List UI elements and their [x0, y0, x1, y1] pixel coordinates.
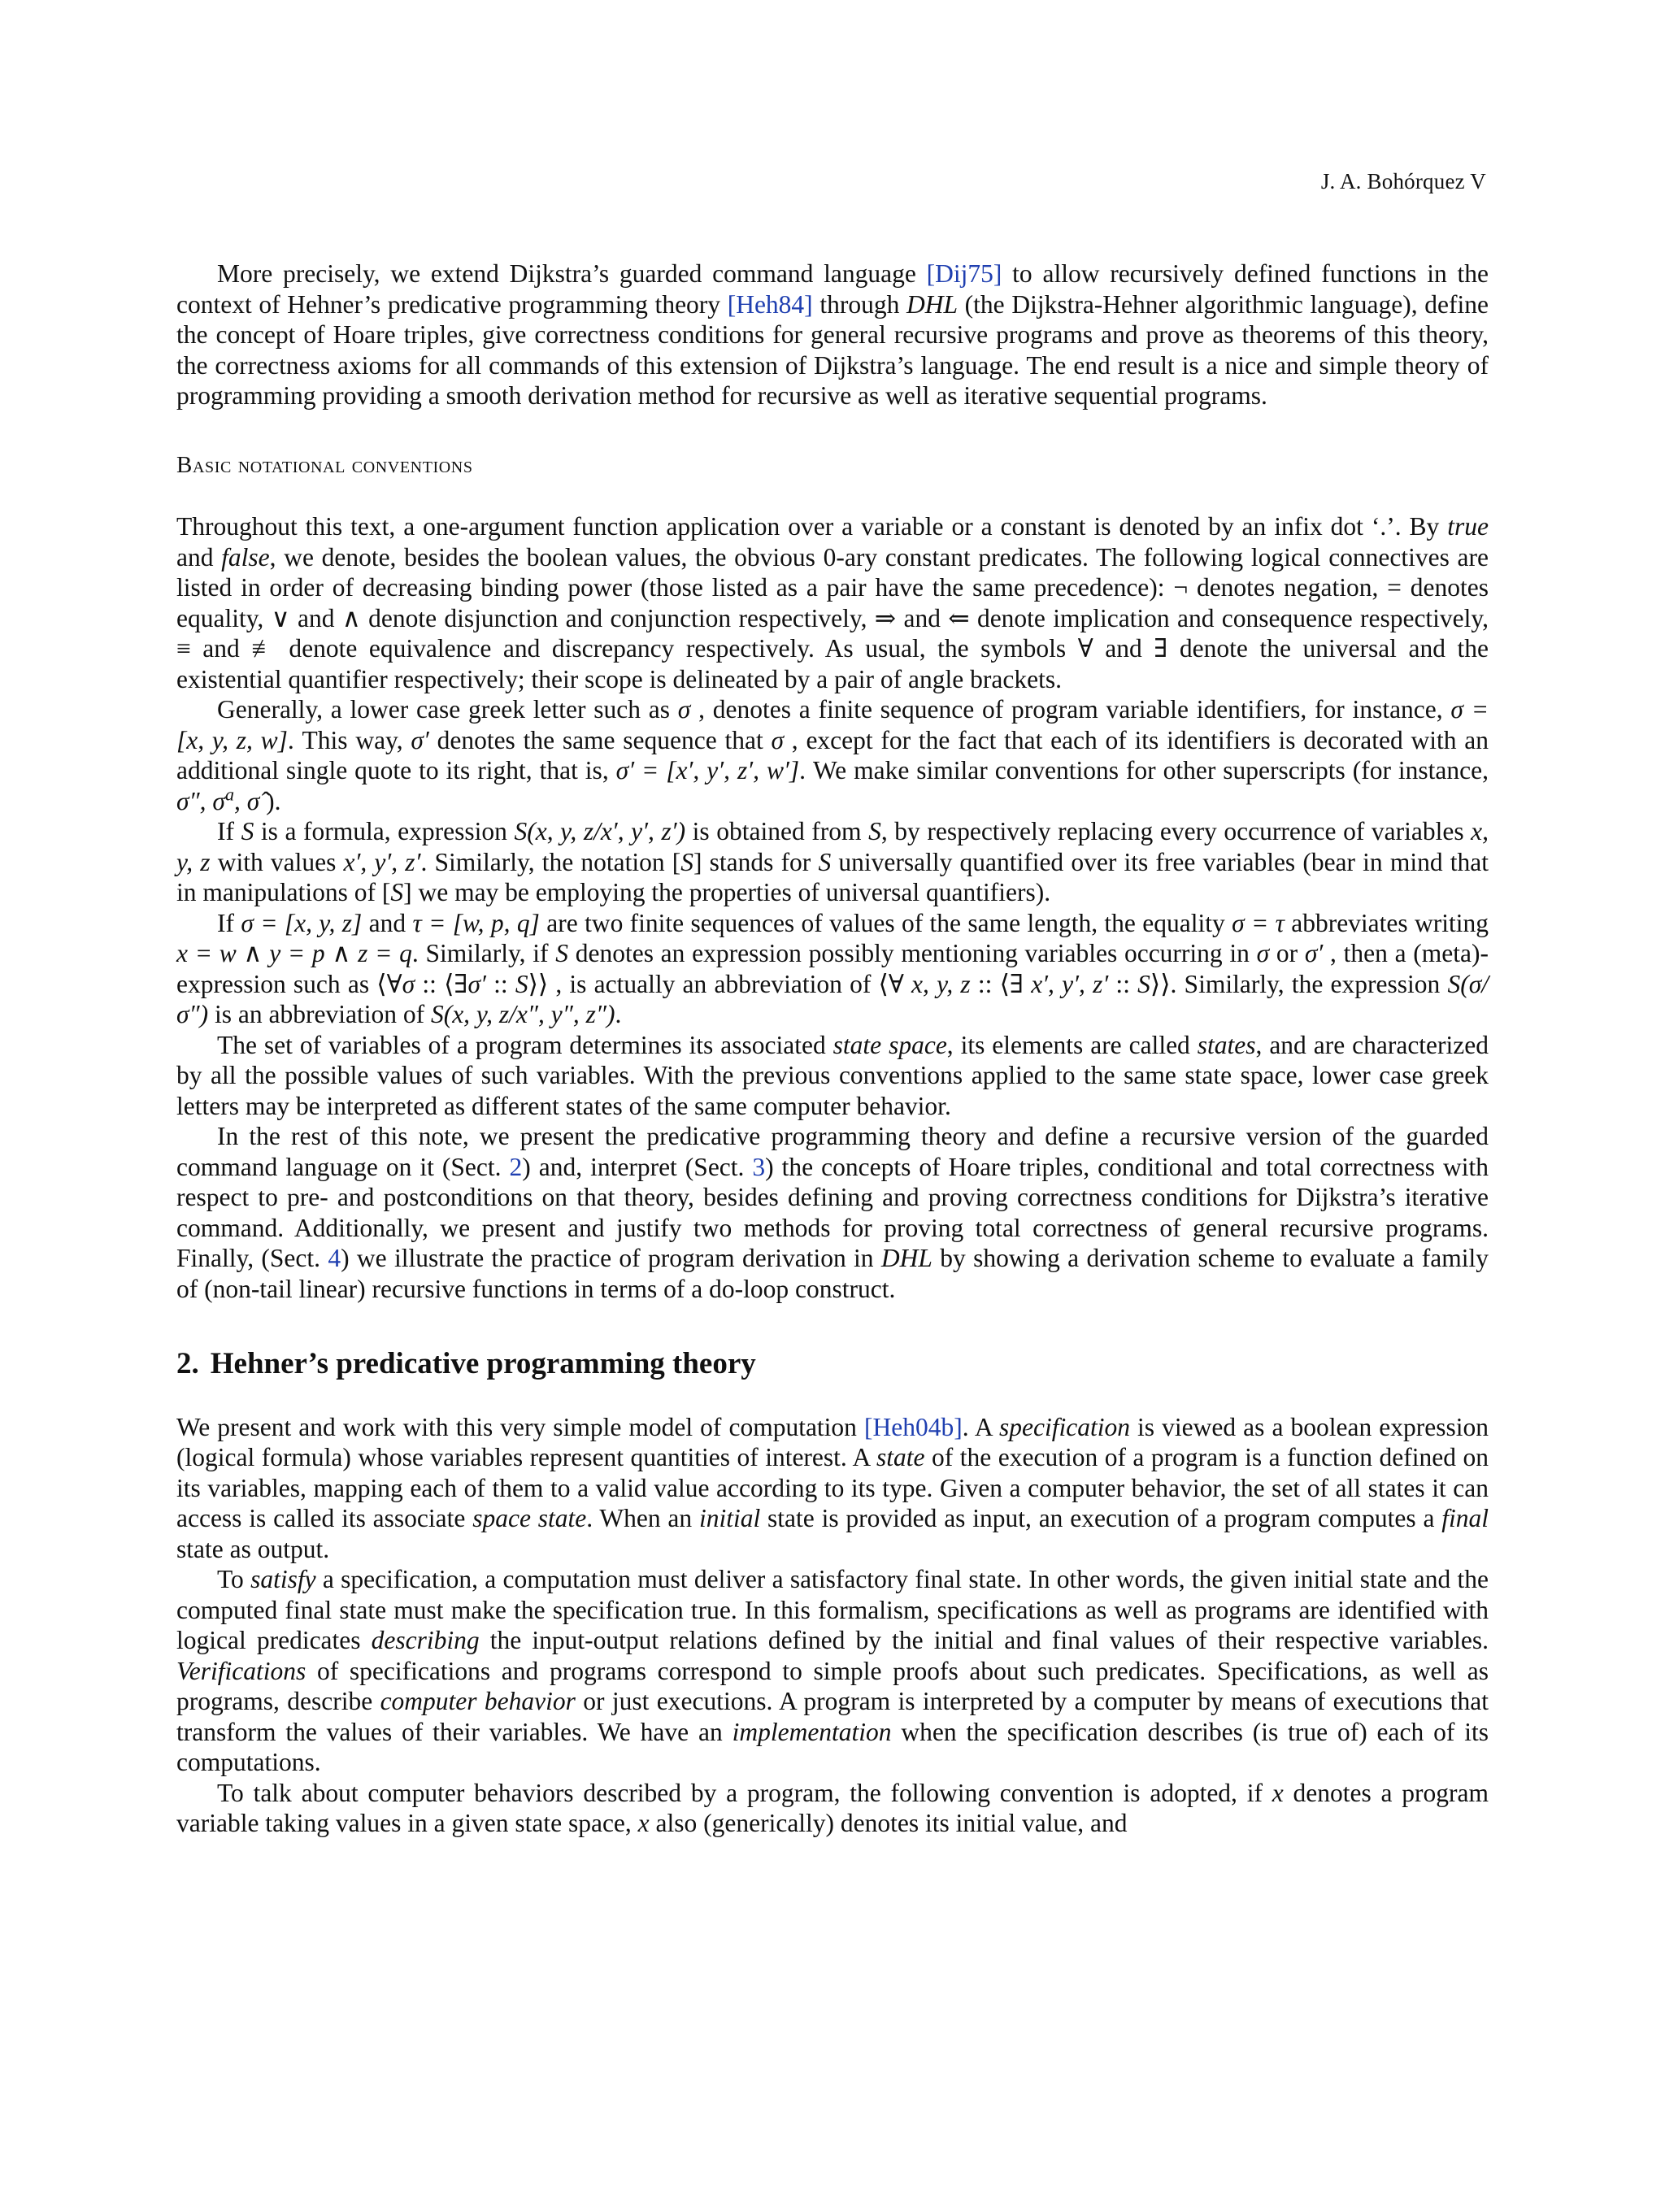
text-run: If — [217, 908, 241, 937]
text-run: and — [176, 542, 222, 571]
text-run: :: — [485, 969, 515, 998]
math-or-emphasis-text: σ — [1256, 939, 1270, 967]
math-or-emphasis-text: S — [868, 817, 881, 845]
math-or-emphasis-text: state — [876, 1443, 925, 1471]
math-or-emphasis-text: S(x, y, z/x″, y″, z″) — [430, 1000, 615, 1028]
body-paragraph — [176, 1778, 1489, 1839]
text-run: , except for the fact that each of its identifiers is decorated with an additional single quote to its right, that is, — [176, 725, 1489, 784]
text-run: with values — [210, 847, 344, 876]
text-run: state as output. — [176, 1534, 330, 1563]
text-run: We present and work with this very simple model of computation — [176, 1412, 865, 1441]
math-or-emphasis-text: σ′ — [467, 969, 486, 998]
body-paragraph — [176, 1564, 1489, 1778]
text-run: ] we may be employing the properties of universal quantifiers). — [403, 878, 1051, 906]
body-paragraph — [176, 1121, 1489, 1304]
text-run: . Similarly, the notation [ — [420, 847, 681, 876]
math-or-emphasis-text: x = w ∧ y = p ∧ z = q — [176, 939, 412, 967]
math-or-emphasis-text: computer behavior — [380, 1687, 576, 1715]
text-run: of the execution of a program is a function defined on its variables, mapping each of them to a valid value according to its type. Given a computer behavior, the set of all states it can access is called its associate — [176, 1443, 1489, 1532]
intro-paragraph — [176, 259, 1489, 411]
text-run: by showing a derivation scheme to evaluate a family of (non-tail linear) recursive functions in terms of a do-loop construct. — [176, 1244, 1489, 1303]
text-run: More precisely, we extend Dijkstra’s guarded command language — [217, 259, 927, 288]
math-or-emphasis-text: states — [1197, 1030, 1256, 1059]
body-paragraph — [176, 816, 1489, 908]
text-run: ⟩⟩ , is actually an abbreviation of ⟨∀ — [528, 969, 912, 998]
citation-link[interactable]: 4 — [328, 1244, 341, 1272]
text-run: of specifications and programs correspond to simple proofs about such predicates. Specifications, as well as programs, describe — [176, 1656, 1489, 1715]
text-run: ) we illustrate the practice of program derivation in — [341, 1244, 881, 1272]
text-run: If — [217, 817, 241, 845]
body-paragraph — [176, 511, 1489, 694]
text-run: denotes the same sequence that — [428, 725, 772, 754]
math-or-emphasis-text: x, y, z — [911, 969, 971, 998]
page-content — [176, 259, 1489, 1839]
math-or-emphasis-text: S — [1137, 969, 1150, 998]
text-run: . A — [962, 1412, 1000, 1441]
text-run: . This way, — [287, 725, 411, 754]
citation-link[interactable]: 3 — [752, 1152, 766, 1181]
citation-link[interactable]: 2 — [509, 1152, 523, 1181]
math-or-emphasis-text: σ — [402, 969, 415, 998]
text-run: , denotes a finite sequence of program variable identifiers, for instance, — [690, 695, 1451, 724]
conventions-body — [176, 511, 1489, 1304]
math-or-emphasis-text: σ = τ — [1232, 908, 1285, 937]
text-run: is obtained from — [685, 817, 869, 845]
math-or-emphasis-text: σ = [x, y, z] — [241, 908, 363, 937]
math-or-emphasis-text: initial — [698, 1504, 761, 1532]
text-run: In the rest of this note, we present the predicative programming theory and define a recursive version of the guarded command language on it (Sect. — [176, 1122, 1489, 1181]
text-run: are two finite sequences of values of the same length, the equality — [539, 908, 1232, 937]
math-or-emphasis-text: false — [221, 542, 270, 571]
math-or-emphasis-text: final — [1441, 1504, 1489, 1532]
math-or-emphasis-text: DHL — [906, 289, 959, 319]
text-run: , its elements are called — [946, 1030, 1198, 1059]
text-run: :: ⟨∃ — [970, 969, 1032, 998]
text-run: universally quantified over its free variables (bear in mind that in manipulations of [ — [176, 847, 1489, 906]
text-run: ) the concepts of Hoare triples, conditional and total correctness with respect to pre- and postconditions on that theory, besides defining and proving correctness conditions for Dijkstra’s iterative command. Additionally, we present and justify two methods for proving total correctness of general recursive programs. Finally, (Sect. — [176, 1152, 1489, 1272]
math-or-emphasis-text: S(x, y, z/x′, y′, z′) — [514, 817, 686, 845]
text-run: denotes an expression possibly mentioning variables occurring in — [568, 939, 1257, 967]
math-or-emphasis-text: state space — [832, 1030, 947, 1059]
text-run: . Similarly, if — [411, 939, 556, 967]
math-or-emphasis-text: DHL — [880, 1244, 932, 1272]
math-or-emphasis-text: S — [555, 939, 568, 967]
math-or-emphasis-text: σ — [677, 695, 691, 724]
body-paragraph — [176, 908, 1489, 1030]
text-run: the input-output relations defined by the initial and final values of their respective variables. — [479, 1626, 1489, 1654]
math-or-emphasis-text: implementation — [732, 1717, 892, 1746]
text-run: ] stands for — [693, 847, 819, 876]
math-or-emphasis-text: x′, y′, z′ — [343, 847, 421, 876]
math-or-emphasis-text: space state — [472, 1504, 587, 1532]
text-run: Throughout this text, a one-argument function application over a variable or a constant is denoted by an infix dot ‘.’. By — [176, 512, 1448, 541]
text-run: and — [362, 908, 413, 937]
running-head: J. A. Bohórquez V — [1320, 169, 1486, 193]
citation-link[interactable]: [Heh04b] — [864, 1412, 963, 1441]
text-run: through — [812, 289, 906, 319]
text-run: denotes a program variable taking values in a given state space, — [176, 1778, 1489, 1837]
text-run: or — [1269, 939, 1305, 967]
math-or-emphasis-text: , σ̂ — [233, 786, 260, 815]
text-run: or just executions. A program is interpreted by a computer by means of executions that transform the values of their variables. We have an — [176, 1687, 1489, 1746]
text-run: ⟩⟩. Similarly, the expression — [1150, 969, 1448, 998]
math-or-emphasis-text: σ′ — [411, 725, 429, 754]
math-or-emphasis-text: satisfy — [250, 1565, 316, 1593]
math-or-emphasis-text: S(σ/σ″) — [176, 969, 1489, 1028]
citation-link[interactable]: [Heh84] — [727, 289, 813, 319]
math-or-emphasis-text: Verifications — [176, 1656, 306, 1685]
math-or-emphasis-text: S — [818, 847, 832, 876]
text-run: To talk about computer behaviors described by a program, the following convention is adopted, if — [217, 1778, 1272, 1807]
text-run: , by respectively replacing every occurrence of variables — [880, 817, 1472, 845]
section-number: 2. — [176, 1347, 199, 1380]
text-run: is viewed as a boolean expression (logical formula) whose variables represent quantities of interest. A — [176, 1412, 1489, 1471]
math-or-emphasis-text: τ = [w, p, q] — [412, 908, 540, 937]
math-or-emphasis-text: specification — [999, 1412, 1130, 1441]
body-paragraph — [176, 694, 1489, 816]
math-or-emphasis-text: a — [224, 784, 234, 804]
section-2-heading — [176, 1349, 1489, 1380]
math-or-emphasis-text: S — [515, 969, 528, 998]
text-run: state is provided as input, an execution of a program computes a — [760, 1504, 1442, 1532]
text-run: :: ⟨∃ — [415, 969, 468, 998]
text-run: The set of variables of a program determines its associated — [217, 1030, 833, 1059]
text-run: is an abbreviation of — [208, 1000, 431, 1028]
text-run: ). — [259, 786, 281, 815]
text-run: . — [615, 1000, 622, 1028]
text-run: Generally, a lower case greek letter such as — [217, 695, 678, 724]
math-or-emphasis-text: x — [637, 1809, 650, 1837]
math-or-emphasis-text: σ″, σ — [176, 786, 225, 815]
text-run: , and are characterized by all the possible values of such variables. With the previous conventions applied to the same state space, lower case greek letters may be interpreted as different states of the same computer behavior. — [176, 1030, 1489, 1120]
text-run: a specification, a computation must deliver a satisfactory final state. In other words, the given initial state and the computed final state must make the specification true. In this formalism, specifications as well as programs are identified with logical predicates — [176, 1565, 1489, 1654]
text-run: , then a (meta)-expression such as ⟨∀ — [176, 939, 1489, 998]
text-run: to allow recursively defined functions in the context of Hehner’s predicative programming theory — [176, 259, 1489, 319]
math-or-emphasis-text: x — [1272, 1778, 1284, 1807]
math-or-emphasis-text: σ′ — [1304, 939, 1324, 967]
math-or-emphasis-text: σ — [771, 725, 785, 754]
text-run: abbreviates writing — [1284, 908, 1489, 937]
math-or-emphasis-text: σ′ = [x′, y′, z′, w′] — [615, 756, 800, 784]
math-or-emphasis-text: x, y, z — [176, 817, 1489, 876]
math-or-emphasis-text: x′, y′, z′ — [1031, 969, 1109, 998]
body-paragraph — [176, 1030, 1489, 1122]
conventions-heading: Basic notational conventions — [176, 451, 473, 478]
math-or-emphasis-text: describing — [371, 1626, 480, 1654]
citation-link[interactable]: [Dij75] — [926, 259, 1002, 288]
math-or-emphasis-text: S — [390, 878, 404, 906]
math-or-emphasis-text: S — [241, 817, 254, 845]
text-run: :: — [1108, 969, 1138, 998]
text-run: when the specification describes (is true of) each of its computations. — [176, 1717, 1489, 1776]
text-run: . When an — [586, 1504, 699, 1532]
math-or-emphasis-text: σ = [x, y, z, w] — [176, 695, 1489, 754]
text-run: (the Dijkstra-Hehner algorithmic language), define the concept of Hoare triples, give correctness conditions for general recursive programs and prove as theorems of this theory, the correctness axioms for all commands of this extension of Dijkstra’s language. The end result is a nice and simple theory of programming providing a smooth derivation method for recursive as well as iterative sequential programs. — [176, 289, 1489, 410]
section-2-body — [176, 1412, 1489, 1839]
text-run: . We make similar conventions for other superscripts (for instance, — [799, 756, 1489, 784]
math-or-emphasis-text: true — [1447, 512, 1489, 541]
text-run: ) and, interpret (Sect. — [522, 1152, 753, 1181]
section-title: Hehner’s predicative programming theory — [210, 1347, 756, 1380]
text-run: also (generically) denotes its initial value, and — [649, 1809, 1128, 1837]
body-paragraph — [176, 1412, 1489, 1565]
text-run: To — [217, 1565, 251, 1593]
text-run: , we denote, besides the boolean values, the obvious 0-ary constant predicates. The following logical connectives are listed in order of decreasing binding power (those listed as a pair have the same precedence): ¬ denotes negation, = denotes equality, ∨ and ∧ denote disjunction and conjunction respectively, ⇒ and ⇐ denote implication and consequence respectively, ≡ and ≢ denote equivalence and discrepancy respectively. As usual, the symbols ∀ and ∃ denote the universal and the existential quantifier respectively; their scope is delineated by a pair of angle brackets. — [176, 542, 1489, 693]
text-run: is a formula, expression — [254, 817, 515, 845]
math-or-emphasis-text: S — [680, 847, 694, 876]
